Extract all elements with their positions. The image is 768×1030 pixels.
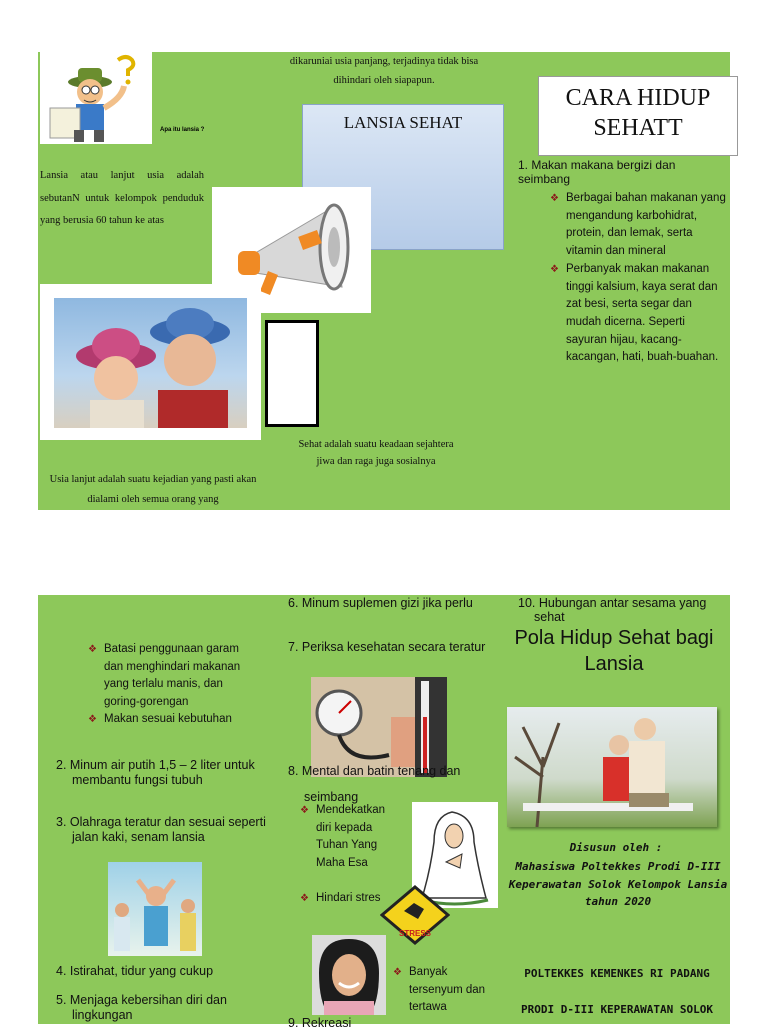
stress-label: STRESS	[398, 929, 431, 938]
item8: 8. Mental dan batin tenang dan seimbang	[288, 764, 461, 804]
item1-title: 1. Makan makana bergizi dan seimbang	[518, 158, 676, 186]
thinking-man-illustration	[40, 52, 152, 144]
left-bullets	[88, 641, 260, 729]
stress-sign	[380, 885, 450, 945]
institution-2: PRODI D-III KEPERAWATAN SOLOK	[520, 1003, 714, 1016]
institution-1: POLTEKKES KEMENKES RI PADANG	[524, 967, 710, 980]
list-item: ❖ Mendekatkan diri kepada Tuhan Yang Maha Esa	[300, 802, 396, 872]
cara-hidup-title: CARA HIDUP SEHATT	[538, 76, 738, 156]
sehat-text: Sehat adalah suatu keadaan sejahtera jiwa dan raga juga sosialnya	[298, 439, 454, 467]
list-item: ❖ Perbanyak makan makanan tinggi kalsium, kaya serat dan zat besi, serta segar dan mudah dicerna. Seperti sayuran hijau, kacang-kacangan, hati, buah-buahan.	[550, 261, 726, 367]
disusun-label: Disusun oleh :	[569, 841, 663, 854]
top-text: dikaruniai usia panjang, terjadinya tidak bisa dihindari oleh siapapun.	[289, 56, 479, 86]
item5: 5. Menjaga kebersihan diri dan lingkungan	[56, 993, 227, 1022]
list-item: ❖ Batasi penggunaan garam dan menghindari makanan yang terlalu manis, dan goring-gorengan	[88, 641, 260, 711]
blank-frame	[265, 320, 319, 427]
item3: 3. Olahraga teratur dan sesuai seperti jalan kaki, senam lansia	[56, 815, 266, 844]
lansia-sehat-title: LANSIA SEHAT	[343, 113, 463, 132]
item7: 7. Periksa kesehatan secara teratur	[288, 640, 486, 654]
pola-title: Pola Hidup Sehat bagi Lansia	[514, 627, 714, 675]
item9: 9. Rekreasi	[288, 1016, 352, 1030]
lansia-definition: Lansia atau lanjut usia adalah sebutanN untuk kelompok penduduk yang berusia 60 tahun ke atas	[40, 170, 204, 226]
list-item: ❖ Berbagai bahan makanan yang mengandung karbohidrat, protein, dan lemak, serta vitamin dan mineral	[550, 190, 726, 261]
usia-text: Usia lanjut adalah suatu kejadian yang pasti akan dialami oleh semua orang yang	[49, 474, 257, 505]
item6: 6. Minum suplemen gizi jika perlu	[288, 596, 473, 610]
item10: 10. Hubungan antar sesama yang sehat	[518, 596, 707, 624]
item1-bullets	[550, 190, 726, 367]
small-caption: Apa itu lansia ?	[160, 127, 205, 133]
list-item: ❖ Makan sesuai kebutuhan	[88, 711, 260, 729]
bench-couple-photo	[507, 707, 717, 827]
item2: 2. Minum air putih 1,5 – 2 liter untuk membantu fungsi tubuh	[56, 758, 255, 787]
elderly-couple-photo	[54, 298, 247, 428]
smiling-woman-photo	[312, 935, 386, 1015]
item4: 4. Istirahat, tidur yang cukup	[56, 964, 214, 978]
list-item: ❖ Banyak tersenyum dan tertawa	[393, 964, 501, 1017]
disusun-text: Mahasiswa Poltekkes Prodi D-III Keperawatan Solok Kelompok Lansia tahun 2020	[508, 860, 728, 908]
exercise-photo	[108, 862, 202, 956]
list-item: ❖ Hindari stres	[300, 890, 396, 908]
item8-bullets-2	[393, 964, 501, 1017]
